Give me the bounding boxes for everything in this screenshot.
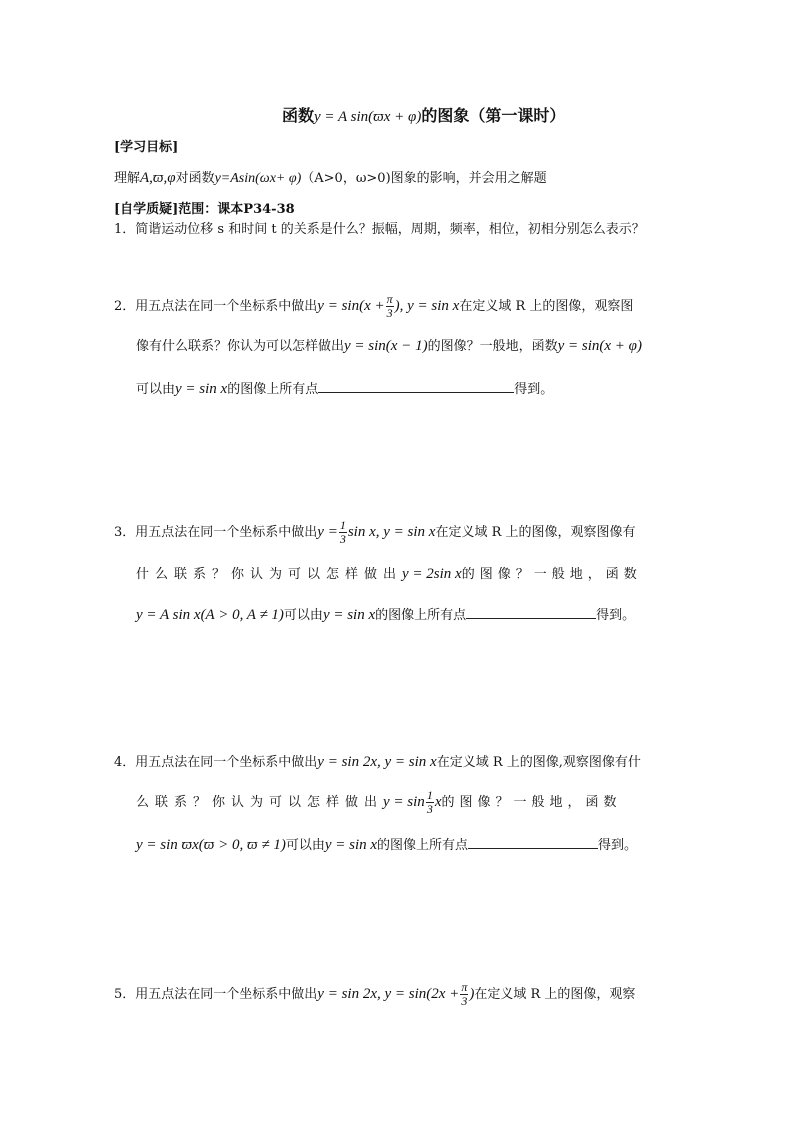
- text: 什么联系？你认为可以怎样做出: [136, 567, 403, 582]
- fraction-numerator: 1: [426, 788, 433, 802]
- text: 的图像？一般地，函数: [461, 567, 642, 582]
- formula: y =: [317, 524, 338, 540]
- question-2-line-3: [136, 378, 553, 400]
- text: 得到。: [598, 838, 638, 853]
- fraction-denominator: 3: [461, 994, 468, 1008]
- question-3-line-3: [136, 604, 635, 626]
- objectives-symbols: A,ϖ,φ: [140, 170, 176, 186]
- formula: y = sin 2x, y = sin x: [317, 754, 437, 770]
- page-title: [282, 106, 565, 127]
- question-2-line-2: [136, 336, 642, 357]
- formula: y = sin(x + φ): [557, 338, 642, 354]
- fraction-numerator: π: [386, 292, 393, 306]
- fraction: [339, 519, 347, 546]
- question-number: 3．: [114, 525, 136, 540]
- fraction: [426, 789, 434, 816]
- question-3-line-2: [136, 564, 642, 585]
- text: 的图像上所有点: [375, 608, 467, 623]
- formula: y = A sin x(A > 0, A ≠ 1): [136, 607, 284, 623]
- question-number: 2．: [114, 299, 136, 314]
- fraction: [386, 293, 394, 320]
- answer-blank[interactable]: [468, 834, 598, 849]
- formula: y = sin x: [175, 381, 228, 397]
- fraction-denominator: 3: [339, 532, 346, 546]
- formula: ), y = sin x: [394, 298, 460, 314]
- text: 的图像？一般地，函数: [427, 339, 558, 354]
- formula: y = 2sin x: [402, 566, 462, 582]
- text: 可以由: [136, 382, 176, 397]
- fraction: [460, 981, 468, 1008]
- text: 的图像？一般地，函数: [441, 795, 622, 810]
- title-tail: 的图象（第一课时）: [421, 106, 566, 125]
- question-text: 简谐运动位移 s 和时间 t 的关系是什么？振幅，周期，频率，相位，初相分别怎么表示？: [135, 222, 645, 237]
- question-number: 1．: [114, 222, 136, 237]
- objectives-text: [114, 168, 547, 189]
- question-4-line-2: [136, 788, 622, 817]
- title-lead: 函数: [282, 106, 315, 125]
- text: 像有什么联系？你认为可以怎样做出: [136, 339, 345, 354]
- answer-blank[interactable]: [466, 604, 596, 619]
- title-formula: y = A sin(ϖx + φ): [314, 109, 422, 125]
- text: 用五点法在同一个坐标系中做出: [135, 755, 318, 770]
- text: 么联系？你认为可以怎样做出: [136, 795, 384, 810]
- text: 得到。: [596, 608, 636, 623]
- text: 在定义域 R 上的图像，观察: [474, 987, 636, 1002]
- question-number: 4．: [114, 755, 136, 770]
- objectives-heading: [学习目标]: [114, 140, 179, 155]
- formula: y = sin(x +: [317, 298, 385, 314]
- formula: y = sin x: [322, 607, 376, 623]
- objectives-text-b: 对函数: [175, 171, 215, 186]
- objectives-text-a: 理解: [114, 171, 141, 186]
- self-study-heading: [自学质疑]范围：课本P34-38: [114, 202, 295, 217]
- formula: y = sin x: [324, 837, 378, 853]
- question-1: [114, 220, 645, 240]
- formula: y = sin 2x, y = sin(2x +: [317, 986, 460, 1002]
- fraction-denominator: 3: [426, 802, 433, 816]
- text: 可以由: [285, 838, 325, 853]
- question-2-line-1: [114, 292, 633, 321]
- formula: y = sin(x − 1): [344, 338, 428, 354]
- fraction-numerator: 1: [339, 518, 346, 532]
- formula: ): [469, 986, 475, 1002]
- formula: sin x, y = sin x: [347, 524, 436, 540]
- objectives-func: y=Asin(ωx+ φ): [214, 171, 302, 186]
- formula: x: [434, 794, 442, 810]
- formula: y = sin: [383, 794, 425, 810]
- question-4-line-1: [114, 752, 641, 773]
- fraction-denominator: 3: [386, 306, 393, 320]
- fraction-numerator: π: [461, 980, 468, 994]
- question-number: 5．: [114, 987, 136, 1002]
- text: 可以由: [283, 608, 323, 623]
- text: 的图像上所有点: [377, 838, 469, 853]
- text: 在定义域 R 上的图像，观察图像有: [435, 525, 636, 540]
- question-5-line-1: [114, 980, 635, 1009]
- text: 用五点法在同一个坐标系中做出: [135, 525, 318, 540]
- text: 用五点法在同一个坐标系中做出: [135, 987, 318, 1002]
- question-4-line-3: [136, 834, 637, 856]
- text: 用五点法在同一个坐标系中做出: [135, 299, 318, 314]
- answer-blank[interactable]: [318, 378, 514, 393]
- question-3-line-1: [114, 518, 636, 547]
- text: 在定义域 R 上的图像，观察图: [459, 299, 634, 314]
- objectives-text-c: （A>0，ω>0)图象的影响，并会用之解题: [301, 171, 547, 186]
- text: 的图像上所有点: [227, 382, 319, 397]
- text: 在定义域 R 上的图像,观察图像有什: [436, 755, 641, 770]
- text: 得到。: [514, 382, 554, 397]
- formula: y = sin ϖx(ϖ > 0, ϖ ≠ 1): [136, 837, 286, 853]
